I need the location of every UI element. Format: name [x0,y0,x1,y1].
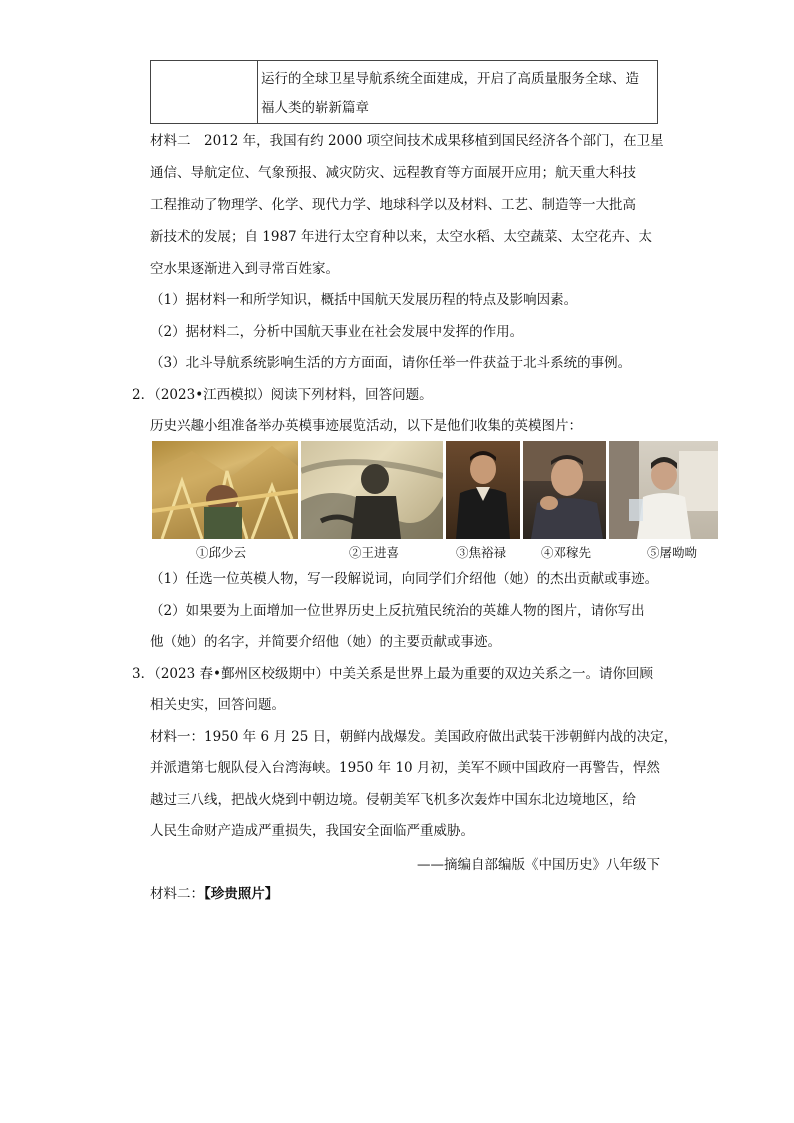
photo-caption: ⑤屠呦呦 [647,545,698,560]
question-2-1: （1）任选一位英模人物，写一段解说词，向同学们介绍他（她）的杰出贡献或事迹。 [150,571,659,587]
table-fragment [150,60,658,124]
table-line: 运行的全球卫星导航系统全面建成，开启了高质量服务全球、造 [261,71,639,87]
hero-photo-strip [152,441,718,539]
question-1-1: （1）据材料一和所学知识，概括中国航天发展历程的特点及影响因素。 [150,292,578,308]
material1-line: 并派遣第七舰队侵入台湾海峡。1950 年 10 月初，美军不顾中国政府一再警告，悍然 [150,760,660,776]
material2-prefix: 材料二： [150,886,204,902]
photo-caption: ①邱少云 [196,545,247,560]
source-citation: ——摘编自部编版《中国历史》八年级下 [417,857,660,873]
material2-label [150,884,278,904]
material2-title: 【珍贵照片】 [204,886,279,902]
question-1-2: （2）据材料二，分析中国航天事业在社会发展中发挥的作用。 [150,324,524,340]
table-right-cell [261,65,653,123]
photo-caption: ④邓稼先 [541,545,592,560]
material1-line: 人民生命财产造成严重损失，我国安全面临严重威胁。 [150,823,474,839]
material1-line: 材料一：1950 年 6 月 25 日，朝鲜内战爆发。美国政府做出武装干涉朝鲜内战的决定， [150,729,678,745]
photo-wang-jinxi [301,441,443,539]
photo-jiao-yulu [446,441,520,539]
photo-tu-youyou [609,441,718,539]
question-3-heading-cont: 相关史实，回答问题。 [150,697,285,713]
table-line: 福人类的崭新篇章 [261,100,369,116]
question-3-heading: 3．（2023 春•鄞州区校级期中）中美关系是世界上最为重要的双边关系之一。请你回顾 [132,666,653,682]
photo-caption: ②王进喜 [349,545,400,560]
question-2-2-cont: 他（她）的名字，并简要介绍他（她）的主要贡献或事迹。 [150,634,501,650]
table-left-cell [151,61,258,123]
photo-qiu-shaoyun [152,441,298,539]
material2-line: 空水果逐渐进入到寻常百姓家。 [150,261,339,277]
question-2-heading: 2．（2023•江西模拟）阅读下列材料，回答问题。 [132,387,433,403]
photo-deng-jiaxian [523,441,606,539]
material2-line: 通信、导航定位、气象预报、减灾防灾、远程教育等方面展开应用；航天重大科技 [150,165,636,181]
question-1-3: （3）北斗导航系统影响生活的方方面面，请你任举一件获益于北斗系统的事例。 [150,355,632,371]
material2-line: 材料二 2012 年，我国有约 2000 项空间技术成果移植到国民经济各个部门，在卫星 [150,133,664,149]
question-2-2: （2）如果要为上面增加一位世界历史上反抗殖民统治的英雄人物的图片，请你写出 [150,603,645,619]
material2-line: 工程推动了物理学、化学、现代力学、地球科学以及材料、工艺、制造等一大批高 [150,197,636,213]
question-2-intro: 历史兴趣小组准备举办英模事迹展览活动，以下是他们收集的英模图片： [150,418,582,434]
photo-caption: ③焦裕禄 [456,545,507,560]
material1-line: 越过三八线，把战火烧到中朝边境。侵朝美军飞机多次轰炸中国东北边境地区，给 [150,792,636,808]
material2-line: 新技术的发展；自 1987 年进行太空育种以来，太空水稻、太空蔬菜、太空花卉、太 [150,229,652,245]
